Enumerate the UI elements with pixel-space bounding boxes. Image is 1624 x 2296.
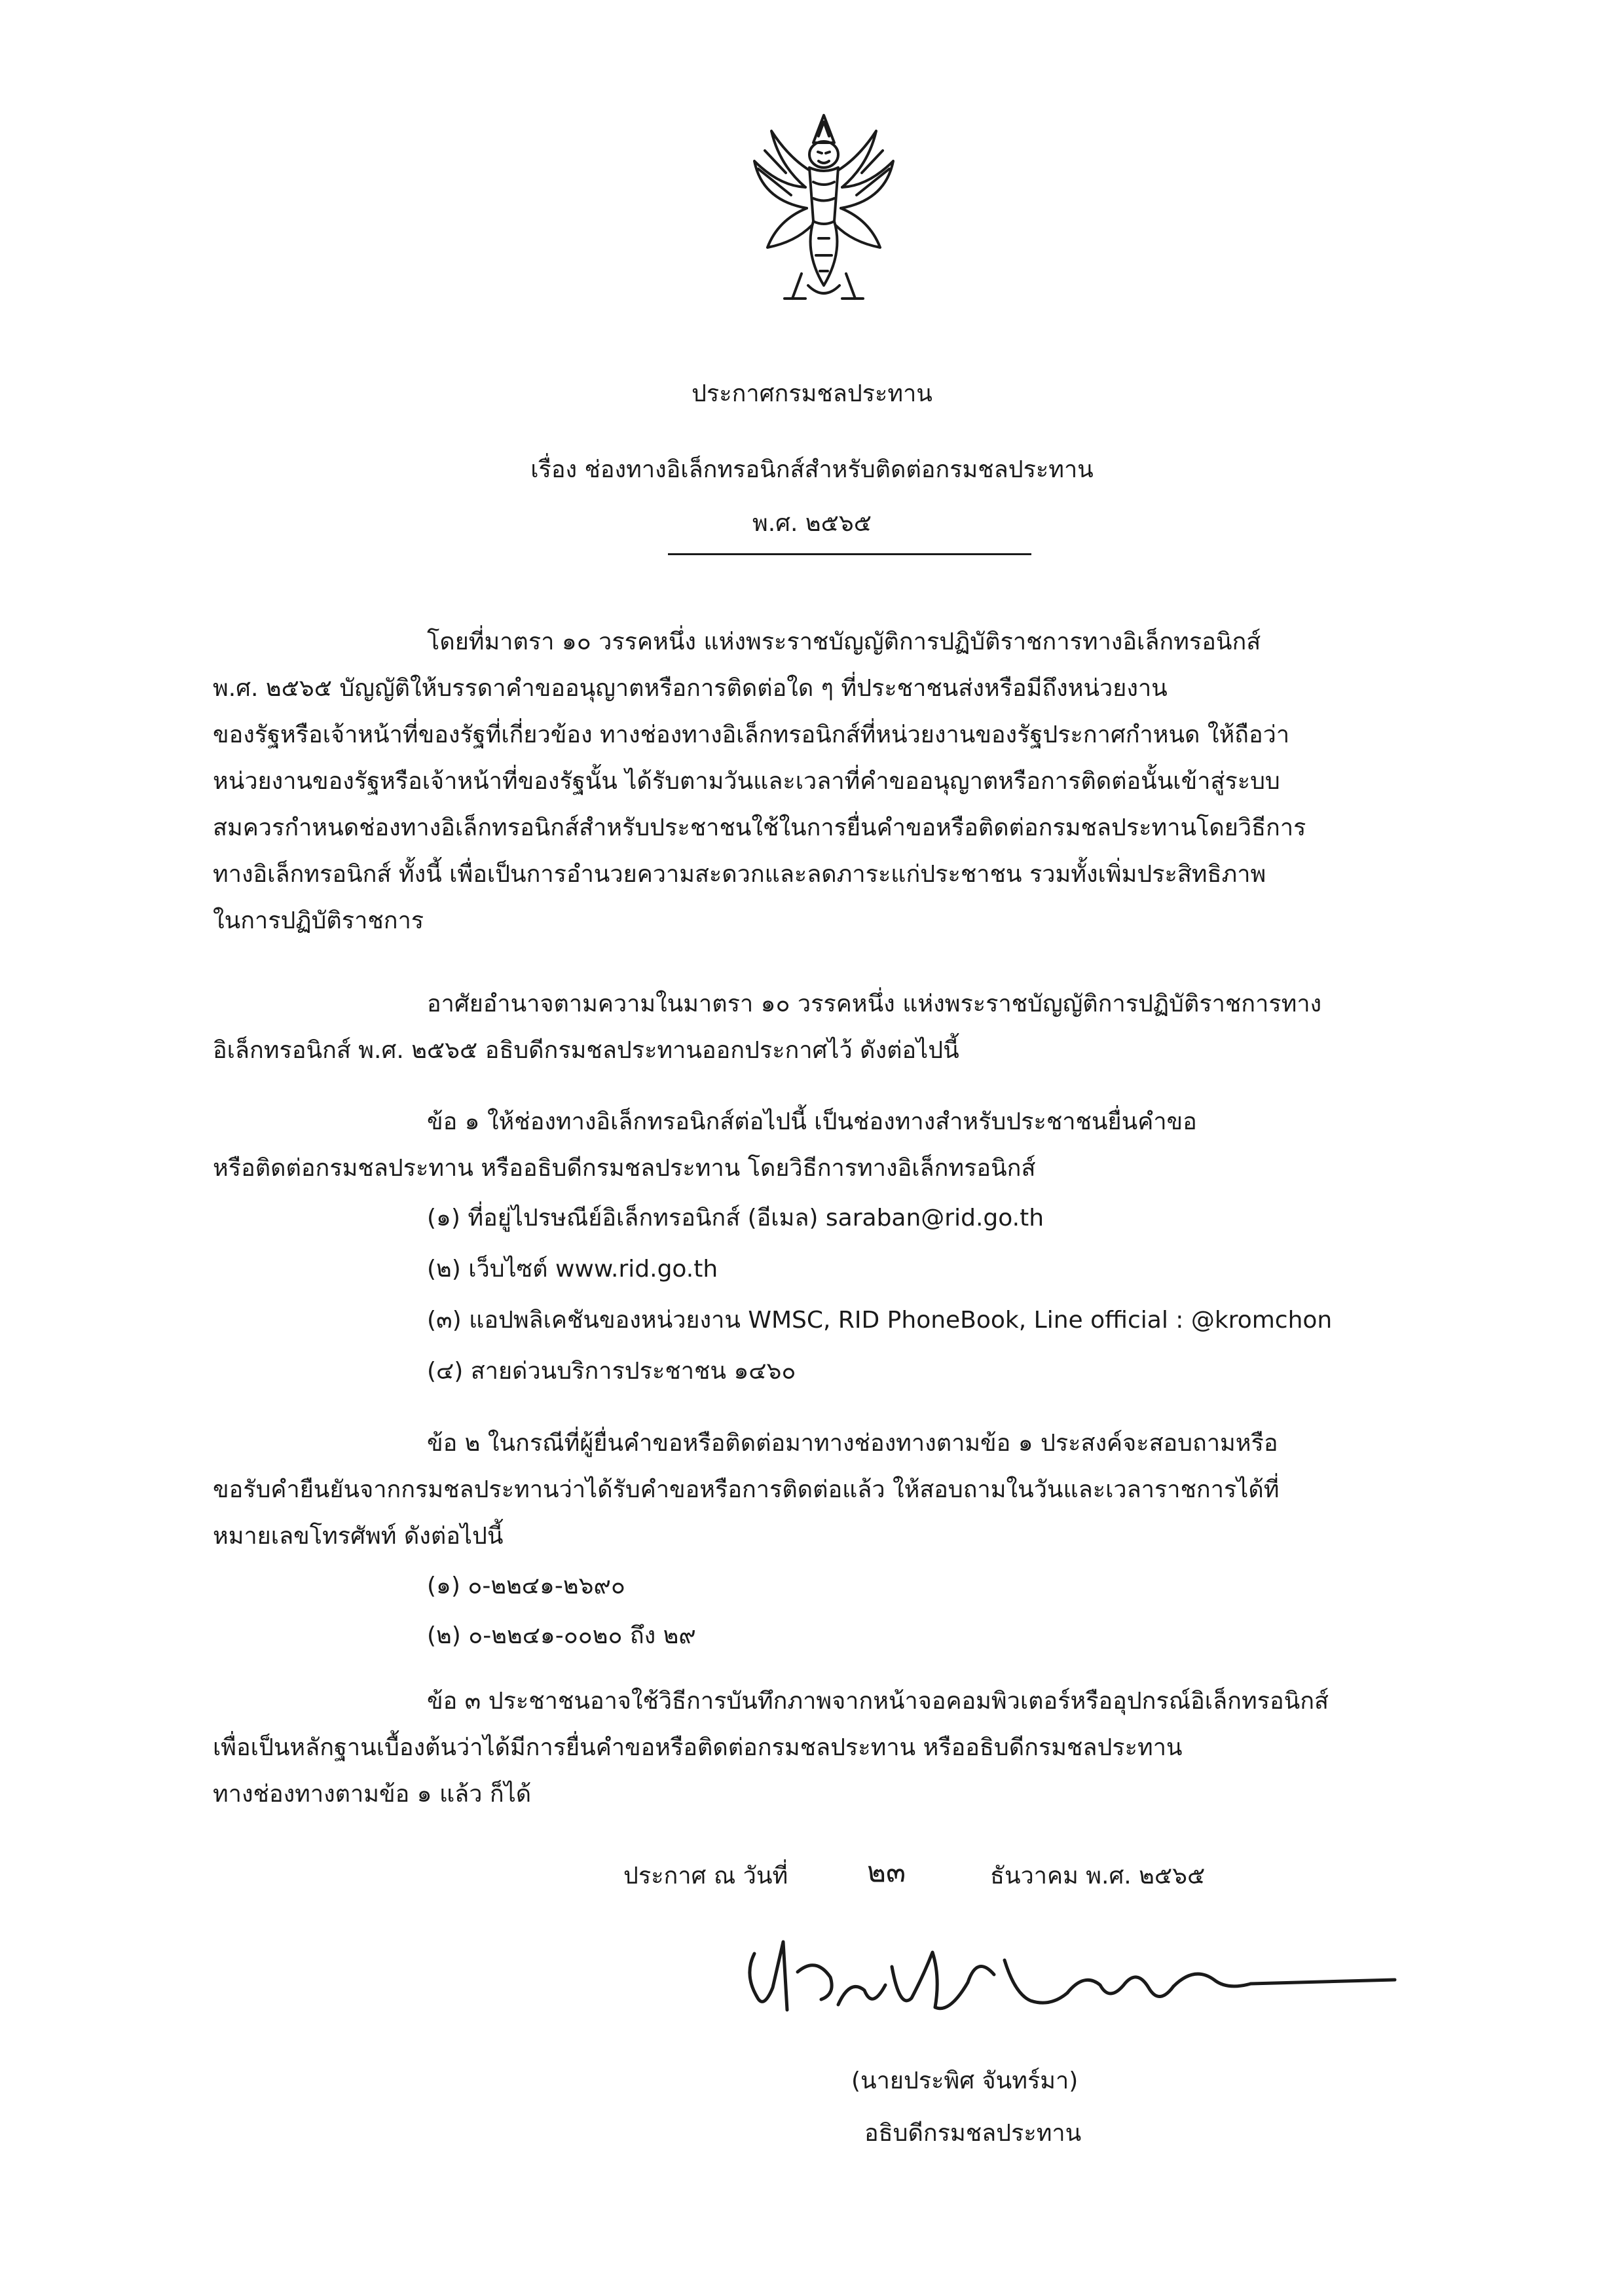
handwritten-signature xyxy=(740,1912,1408,2043)
clause-2-item: (๑) ๐-๒๒๔๑-๒๖๙๐ xyxy=(427,1573,625,1599)
clause-1-item: (๔) สายด่วนบริการประชาชน ๑๔๖๐ xyxy=(427,1358,796,1385)
clause-2-line: ข้อ ๒ ในกรณีที่ผู้ยื่นคำขอหรือติดต่อมาทางช่องทางตามข้อ ๑ ประสงค์จะสอบถามหรือ xyxy=(427,1430,1278,1457)
preamble-line: พ.ศ. ๒๕๖๕ บัญญัติให้บรรดาคำขออนุญาตหรือการติดต่อใด ๆ ที่ประชาชนส่งหรือมีถึงหน่วยงาน xyxy=(213,675,1168,702)
date-prefix: ประกาศ ณ วันที่ xyxy=(623,1863,788,1889)
date-month-year: ธันวาคม พ.ศ. ๒๕๖๕ xyxy=(990,1863,1206,1889)
preamble-line: โดยที่มาตรา ๑๐ วรรคหนึ่ง แห่งพระราชบัญญัติการปฏิบัติราชการทางอิเล็กทรอนิกส์ xyxy=(427,629,1261,655)
clause-2-item: (๒) ๐-๒๒๔๑-๐๐๒๐ ถึง ๒๙ xyxy=(427,1622,696,1649)
clause-1-item: (๑) ที่อยู่ไปรษณีย์อิเล็กทรอนิกส์ (อีเมล) saraban@rid.go.th xyxy=(427,1205,1044,1231)
preamble-line: หน่วยงานของรัฐหรือเจ้าหน้าที่ของรัฐนั้น ได้รับตามวันและเวลาที่คำขออนุญาตหรือการติดต่อนั้นเข้าสู่ระบบ xyxy=(213,768,1280,795)
announcement-year: พ.ศ. ๒๕๖๕ xyxy=(752,510,872,537)
signer-position: อธิบดีกรมชลประทาน xyxy=(864,2120,1082,2147)
clause-2-line: หมายเลขโทรศัพท์ ดังต่อไปนี้ xyxy=(213,1523,504,1550)
clause-3-line: ข้อ ๓ ประชาชนอาจใช้วิธีการบันทึกภาพจากหน้าจอคอมพิวเตอร์หรืออุปกรณ์อิเล็กทรอนิกส์ xyxy=(427,1688,1329,1715)
authority-line: อิเล็กทรอนิกส์ พ.ศ. ๒๕๖๕ อธิบดีกรมชลประทานออกประกาศไว้ ดังต่อไปนี้ xyxy=(213,1037,959,1064)
clause-1-line: ข้อ ๑ ให้ช่องทางอิเล็กทรอนิกส์ต่อไปนี้ เป็นช่องทางสำหรับประชาชนยื่นคำขอ xyxy=(427,1108,1197,1135)
clause-1-line: หรือติดต่อกรมชลประทาน หรืออธิบดีกรมชลประทาน โดยวิธีการทางอิเล็กทรอนิกส์ xyxy=(213,1155,1036,1182)
garuda-emblem xyxy=(745,110,902,306)
clause-3-line: ทางช่องทางตามข้อ ๑ แล้ว ก็ได้ xyxy=(213,1781,532,1808)
preamble-line: สมควรกำหนดช่องทางอิเล็กทรอนิกส์สำหรับประชาชนใช้ในการยื่นคำขอหรือติดต่อกรมชลประทานโดยวิธีการ xyxy=(213,814,1306,841)
clause-1-item: (๓) แอปพลิเคชันของหน่วยงาน WMSC, RID PhoneBook, Line official : @kromchon xyxy=(427,1307,1333,1334)
clause-3-line: เพื่อเป็นหลักฐานเบื้องต้นว่าได้มีการยื่นคำขอหรือติดต่อกรมชลประทาน หรืออธิบดีกรมชลประทาน xyxy=(213,1734,1183,1761)
date-day: ๒๓ xyxy=(867,1855,906,1889)
title-divider xyxy=(668,553,1031,555)
signer-name: (นายประพิศ จันทร์มา) xyxy=(851,2068,1079,2094)
clause-2-line: ขอรับคำยืนยันจากกรมชลประทานว่าได้รับคำขอหรือการติดต่อแล้ว ให้สอบถามในวันและเวลาราชการได้ที่ xyxy=(213,1476,1280,1503)
preamble-line: ทางอิเล็กทรอนิกส์ ทั้งนี้ เพื่อเป็นการอำนวยความสะดวกและลดภาระแก่ประชาชน รวมทั้งเพิ่มประสิทธิภาพ xyxy=(213,861,1266,888)
announcement-subject: เรื่อง ช่องทางอิเล็กทรอนิกส์สำหรับติดต่อกรมชลประทาน xyxy=(530,456,1094,483)
announcement-title: ประกาศกรมชลประทาน xyxy=(692,380,932,407)
preamble-line: ของรัฐหรือเจ้าหน้าที่ของรัฐที่เกี่ยวข้อง ทางช่องทางอิเล็กทรอนิกส์ที่หน่วยงานของรัฐประกาศกำหนด ให้ถือว่า xyxy=(213,721,1290,748)
preamble-line: ในการปฏิบัติราชการ xyxy=(213,907,424,934)
clause-1-item: (๒) เว็บไซต์ www.rid.go.th xyxy=(427,1256,718,1283)
authority-line: อาศัยอำนาจตามความในมาตรา ๑๐ วรรคหนึ่ง แห่งพระราชบัญญัติการปฏิบัติราชการทาง xyxy=(427,991,1322,1017)
